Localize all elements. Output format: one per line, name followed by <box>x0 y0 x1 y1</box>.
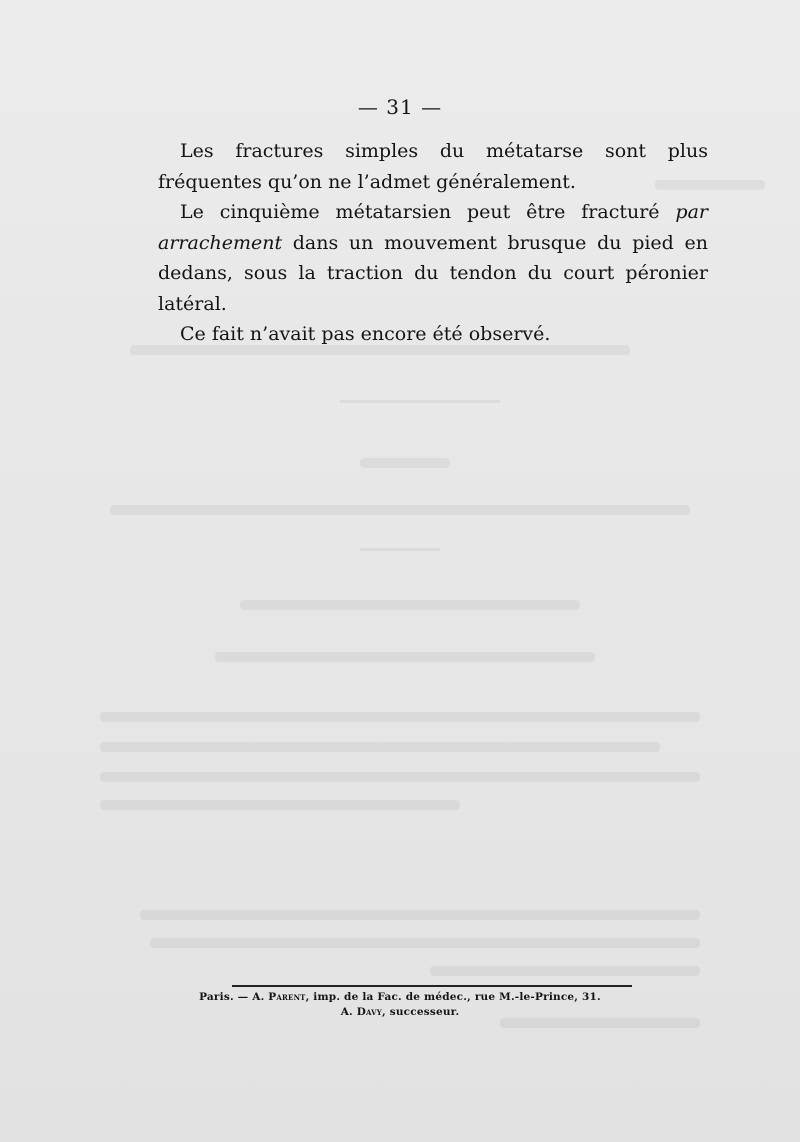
imprint-successor-line <box>0 1006 800 1018</box>
bleed-through-mark <box>100 742 660 752</box>
bleed-through-mark <box>110 505 690 515</box>
imprint-printer-line <box>0 991 800 1003</box>
bleed-through-mark <box>500 1018 700 1028</box>
imprint-successor-initial: A. <box>340 1006 353 1018</box>
paragraph-2 <box>158 197 708 319</box>
bleed-through-mark <box>100 772 700 782</box>
imprint-printer-details: , imp. de la Fac. de médec., rue M.-le-Prince, 31. <box>305 991 601 1003</box>
imprint-printer-name: Parent <box>268 991 306 1003</box>
bleed-through-mark <box>430 966 700 976</box>
imprint-successor-name: Davy <box>356 1006 383 1018</box>
bleed-through-mark <box>100 800 460 810</box>
bleed-through-mark <box>340 400 500 403</box>
bleed-through-mark <box>215 652 595 662</box>
paragraph-3: Ce fait n’avait pas encore été observé. <box>180 323 551 345</box>
paragraph-1: Les fractures simples du métatarse sont plus fréquentes qu’on ne l’admet généralement. <box>158 140 708 193</box>
imprint-rule <box>232 985 632 987</box>
bleed-through-mark <box>360 458 450 468</box>
body-text <box>158 136 708 350</box>
bleed-through-mark <box>240 600 580 610</box>
imprint-city: Paris. — <box>199 991 249 1003</box>
bleed-through-mark <box>100 712 700 722</box>
bleed-through-mark <box>360 548 440 551</box>
bleed-through-mark <box>150 938 700 948</box>
imprint-successor-suffix: , successeur. <box>382 1006 460 1018</box>
paragraph-2-start: Le cinquième métatarsien peut être fracturé <box>180 201 676 223</box>
imprint-printer-initial: A. <box>252 991 265 1003</box>
bleed-through-mark <box>140 910 700 920</box>
paragraph-2-end: dans un mouvement brusque du pied en dedans, sous la traction du tendon du court péronier latéral. <box>158 231 708 315</box>
page-number: — 31 — <box>357 95 443 119</box>
paragraph-2-italic: par arrachement <box>158 201 708 254</box>
